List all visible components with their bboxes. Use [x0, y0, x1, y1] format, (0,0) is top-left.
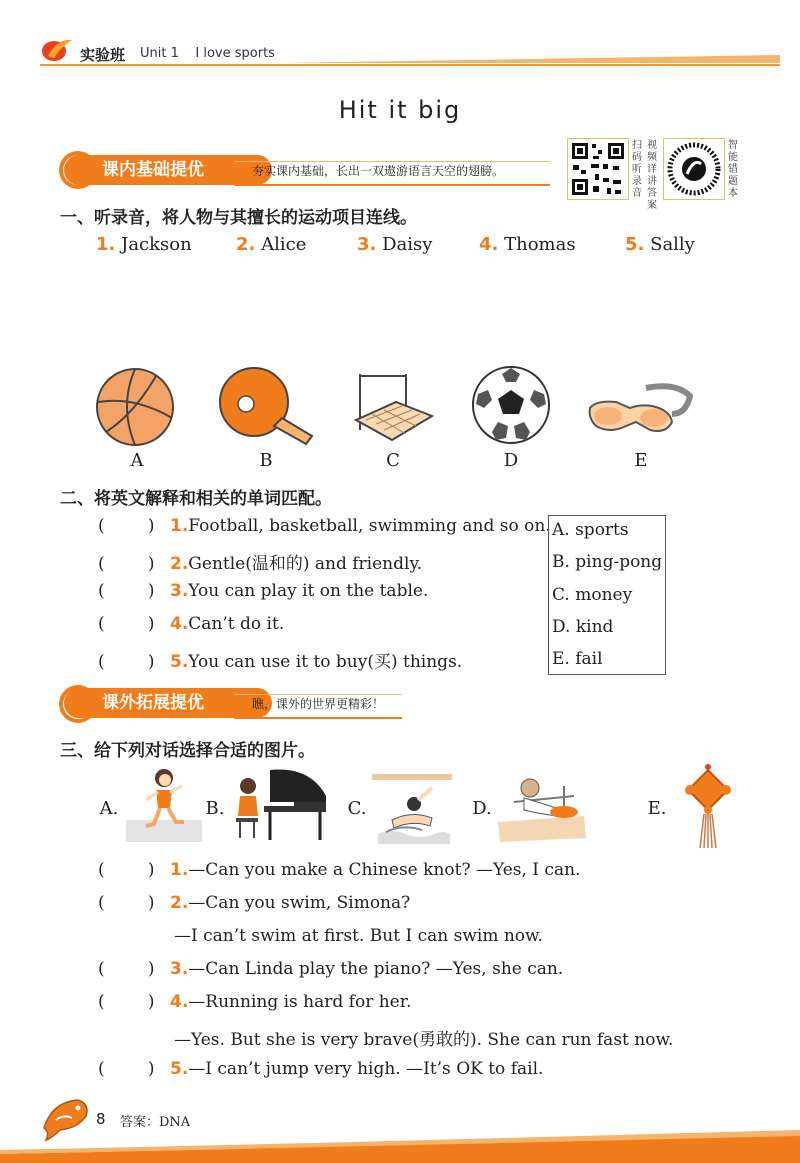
section-banner-basics: 课内基础提优	[64, 155, 272, 185]
dialogue-item-2-reply: —I can’t swim at first. But I can swim now.	[174, 926, 543, 946]
match-item-4[interactable]: ( ) 4.Can’t do it.	[98, 614, 285, 634]
footer-decor-bar	[0, 1130, 800, 1163]
dialogue-item-3[interactable]: ( ) 3.—Can Linda play the piano? —Yes, she can.	[98, 959, 564, 979]
answer-a: A. sports	[552, 520, 629, 540]
answer-c: C. money	[552, 585, 633, 605]
page-number: 8	[96, 1110, 106, 1128]
swimming-goggles-icon	[586, 378, 694, 440]
section-banner-extension: 课外拓展提优	[64, 688, 272, 718]
person-2: 2. Alice	[236, 234, 307, 255]
image-label-b: B	[259, 450, 273, 471]
dialogue-item-5[interactable]: ( ) 5.—I can’t jump very high. —It’s OK to fail.	[98, 1059, 544, 1079]
qr-tag-video: 视频详讲答案	[647, 140, 657, 211]
image-label-d: D	[503, 450, 519, 471]
high-jump-icon	[494, 772, 590, 844]
section-tagline: 夯实课内基础，长出一双遨游语言天空的翅膀。	[252, 164, 505, 178]
image-label-a: A	[130, 450, 144, 471]
answer-e: E. fail	[552, 649, 603, 669]
header-rule	[40, 64, 780, 66]
image-label-e: E	[634, 450, 648, 471]
person-5: 5. Sally	[625, 234, 695, 255]
pic-label-b: B.	[205, 798, 225, 819]
jumping-fish-mascot-icon	[38, 1094, 94, 1144]
brand-name: 实验班	[80, 46, 126, 64]
pic-label-a: A.	[99, 798, 119, 819]
running-girl-icon	[124, 764, 204, 844]
image-label-c: C	[386, 450, 400, 471]
answer-key: 答案：DNA	[120, 1115, 191, 1130]
qr-code-icon[interactable]	[567, 138, 629, 200]
header-decor-bar	[280, 55, 780, 63]
dialogue-item-4-reply: —Yes. But she is very brave(勇敢的). She can run fast now.	[174, 1030, 674, 1050]
person-4: 4. Thomas	[479, 234, 576, 255]
girl-playing-piano-icon	[230, 764, 330, 844]
volleyball-icon	[94, 366, 176, 448]
pic-label-e: E.	[647, 798, 667, 819]
part1-heading: 一、听录音，将人物与其擅长的运动项目连线。	[60, 208, 417, 228]
answer-d: D. kind	[552, 617, 614, 637]
section-tagline: 瞧，课外的世界更精彩！	[252, 697, 385, 711]
match-item-3[interactable]: ( ) 3.You can play it on the table.	[98, 581, 429, 601]
person-1: 1. Jackson	[96, 234, 192, 255]
qr-tag-error-book: 智能错题本	[728, 140, 738, 199]
answer-b: B. ping-pong	[552, 552, 663, 572]
part2-heading: 二、将英文解释和相关的单词匹配。	[60, 489, 332, 509]
badminton-net-icon	[352, 368, 434, 448]
brand-leaf-logo-icon	[40, 34, 76, 64]
chinese-knot-icon	[678, 762, 738, 850]
football-icon	[470, 364, 552, 446]
dialogue-item-2[interactable]: ( ) 2.—Can you swim, Simona?	[98, 893, 411, 913]
page-title: Hit it big	[338, 96, 462, 124]
qr-tag-listen: 扫码听录音	[632, 140, 642, 199]
mini-program-code-icon[interactable]	[663, 138, 725, 200]
unit-label: Unit 1 I love sports	[140, 46, 275, 61]
part3-heading: 三、给下列对话选择合适的图片。	[60, 741, 315, 761]
dialogue-item-1[interactable]: ( ) 1.—Can you make a Chinese knot? —Yes, I can.	[98, 860, 581, 880]
pic-label-c: C.	[347, 798, 367, 819]
match-item-1[interactable]: ( ) 1.Football, basketball, swimming and so on.	[98, 516, 551, 536]
pic-label-d: D.	[472, 798, 492, 819]
swimmer-icon	[372, 770, 452, 850]
dialogue-item-4[interactable]: ( ) 4.—Running is hard for her.	[98, 992, 412, 1012]
person-3: 3. Daisy	[357, 234, 433, 255]
match-item-5[interactable]: ( ) 5.You can use it to buy(买) things.	[98, 652, 463, 672]
ping-pong-paddle-icon	[212, 364, 316, 450]
match-item-2[interactable]: ( ) 2.Gentle(温和的) and friendly.	[98, 554, 423, 574]
